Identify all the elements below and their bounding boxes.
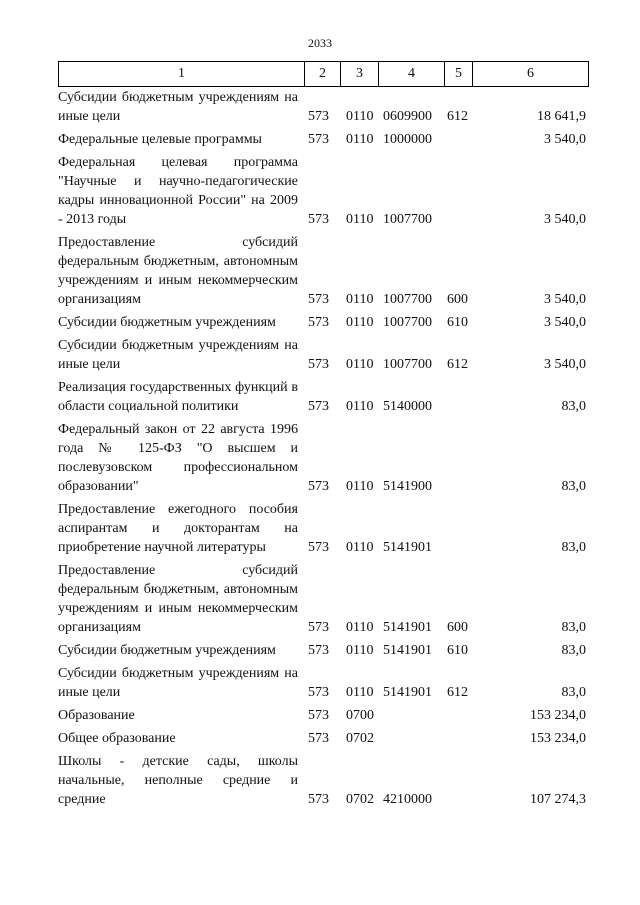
table-row bbox=[58, 153, 588, 229]
ministry-code: 573 bbox=[308, 479, 329, 494]
ministry-code: 573 bbox=[308, 109, 329, 124]
expense-type-code: 612 bbox=[447, 685, 468, 700]
ministry-code: 573 bbox=[308, 292, 329, 307]
amount: 3 540,0 bbox=[544, 292, 586, 307]
column-header-3: 3 bbox=[341, 62, 379, 87]
target-article-code: 1007700 bbox=[383, 292, 432, 307]
expense-type-code: 610 bbox=[447, 315, 468, 330]
row-name: Предоставление ежегодного пособия аспирантам и докторантам на приобретение научной литературы bbox=[58, 502, 298, 555]
ministry-code: 573 bbox=[308, 132, 329, 147]
row-name: Общее образование bbox=[58, 731, 176, 746]
target-article-code: 4210000 bbox=[383, 792, 432, 807]
page-number: 2033 bbox=[308, 36, 332, 50]
row-codes bbox=[58, 107, 588, 126]
row-name: Федеральная целевая программа "Научные и научно-педагогические кадры инновационной России" на 2009 - 2013 годы bbox=[58, 155, 298, 227]
table-row bbox=[58, 336, 588, 374]
ministry-code: 573 bbox=[308, 212, 329, 227]
row-codes bbox=[58, 790, 588, 809]
row-codes bbox=[58, 313, 588, 332]
table-row bbox=[58, 313, 588, 332]
ministry-code: 573 bbox=[308, 540, 329, 555]
section-code: 0110 bbox=[346, 315, 374, 330]
amount: 83,0 bbox=[561, 399, 586, 414]
target-article-code: 5141900 bbox=[383, 479, 432, 494]
expense-type-code: 612 bbox=[447, 357, 468, 372]
table-row bbox=[58, 500, 588, 557]
amount: 18 641,9 bbox=[537, 109, 586, 124]
budget-table-body bbox=[58, 88, 588, 813]
amount: 83,0 bbox=[561, 643, 586, 658]
row-name: Субсидии бюджетным учреждениям на иные цели bbox=[58, 338, 298, 372]
amount: 3 540,0 bbox=[544, 357, 586, 372]
target-article-code: 5141901 bbox=[383, 620, 432, 635]
target-article-code: 1007700 bbox=[383, 212, 432, 227]
section-code: 0110 bbox=[346, 132, 374, 147]
row-codes bbox=[58, 290, 588, 309]
row-name: Образование bbox=[58, 708, 135, 723]
column-header-table bbox=[58, 61, 589, 87]
expense-type-code: 600 bbox=[447, 292, 468, 307]
expense-type-code: 600 bbox=[447, 620, 468, 635]
section-code: 0110 bbox=[346, 479, 374, 494]
target-article-code: 5141901 bbox=[383, 685, 432, 700]
amount: 83,0 bbox=[561, 620, 586, 635]
section-code: 0110 bbox=[346, 685, 374, 700]
column-header-4: 4 bbox=[379, 62, 445, 87]
expense-type-code: 610 bbox=[447, 643, 468, 658]
column-header-5: 5 bbox=[445, 62, 473, 87]
target-article-code: 1000000 bbox=[383, 132, 432, 147]
amount: 107 274,3 bbox=[530, 792, 586, 807]
section-code: 0110 bbox=[346, 292, 374, 307]
section-code: 0110 bbox=[346, 643, 374, 658]
table-row bbox=[58, 233, 588, 309]
table-row bbox=[58, 378, 588, 416]
ministry-code: 573 bbox=[308, 357, 329, 372]
row-name: Федеральные целевые программы bbox=[58, 132, 262, 147]
section-code: 0110 bbox=[346, 212, 374, 227]
section-code: 0702 bbox=[346, 731, 374, 746]
column-header-row bbox=[59, 62, 589, 87]
target-article-code: 5141901 bbox=[383, 643, 432, 658]
row-codes bbox=[58, 641, 588, 660]
table-row bbox=[58, 420, 588, 496]
table-row bbox=[58, 641, 588, 660]
amount: 3 540,0 bbox=[544, 132, 586, 147]
row-name: Федеральный закон от 22 августа 1996 года № 125-ФЗ "О высшем и послевузовском профессиональном образовании" bbox=[58, 422, 298, 494]
table-row bbox=[58, 664, 588, 702]
ministry-code: 573 bbox=[308, 399, 329, 414]
column-header-1: 1 bbox=[59, 62, 305, 87]
table-row bbox=[58, 706, 588, 725]
amount: 3 540,0 bbox=[544, 212, 586, 227]
target-article-code: 0609900 bbox=[383, 109, 432, 124]
section-code: 0700 bbox=[346, 708, 374, 723]
target-article-code: 5140000 bbox=[383, 399, 432, 414]
amount: 153 234,0 bbox=[530, 708, 586, 723]
ministry-code: 573 bbox=[308, 685, 329, 700]
target-article-code: 5141901 bbox=[383, 540, 432, 555]
amount: 3 540,0 bbox=[544, 315, 586, 330]
row-name: Реализация государственных функций в области социальной политики bbox=[58, 380, 298, 414]
row-codes bbox=[58, 683, 588, 702]
row-name: Субсидии бюджетным учреждениям bbox=[58, 643, 276, 658]
table-row bbox=[58, 88, 588, 126]
amount: 83,0 bbox=[561, 479, 586, 494]
ministry-code: 573 bbox=[308, 643, 329, 658]
target-article-code: 1007700 bbox=[383, 357, 432, 372]
row-codes bbox=[58, 397, 588, 416]
ministry-code: 573 bbox=[308, 731, 329, 746]
section-code: 0110 bbox=[346, 357, 374, 372]
table-row bbox=[58, 561, 588, 637]
section-code: 0110 bbox=[346, 399, 374, 414]
target-article-code: 1007700 bbox=[383, 315, 432, 330]
section-code: 0110 bbox=[346, 109, 374, 124]
amount: 83,0 bbox=[561, 685, 586, 700]
row-codes bbox=[58, 538, 588, 557]
row-name: Субсидии бюджетным учреждениям bbox=[58, 315, 276, 330]
row-codes bbox=[58, 618, 588, 637]
ministry-code: 573 bbox=[308, 708, 329, 723]
amount: 83,0 bbox=[561, 540, 586, 555]
table-row bbox=[58, 752, 588, 809]
row-name: Субсидии бюджетным учреждениям на иные цели bbox=[58, 90, 298, 124]
section-code: 0110 bbox=[346, 620, 374, 635]
row-name: Предоставление субсидий федеральным бюджетным, автономным учреждениям и иным некоммерческим организациям bbox=[58, 235, 298, 307]
section-code: 0702 bbox=[346, 792, 374, 807]
row-codes bbox=[58, 210, 588, 229]
section-code: 0110 bbox=[346, 540, 374, 555]
column-header-2: 2 bbox=[305, 62, 341, 87]
amount: 153 234,0 bbox=[530, 731, 586, 746]
ministry-code: 573 bbox=[308, 620, 329, 635]
row-codes bbox=[58, 729, 588, 748]
row-codes bbox=[58, 477, 588, 496]
column-header-6: 6 bbox=[473, 62, 589, 87]
row-name: Предоставление субсидий федеральным бюджетным, автономным учреждениям и иным некоммерческим организациям bbox=[58, 563, 298, 635]
row-codes bbox=[58, 355, 588, 374]
row-name: Школы - детские сады, школы начальные, неполные средние и средние bbox=[58, 754, 298, 807]
row-codes bbox=[58, 130, 588, 149]
row-name: Субсидии бюджетным учреждениям на иные цели bbox=[58, 666, 298, 700]
row-codes bbox=[58, 706, 588, 725]
ministry-code: 573 bbox=[308, 315, 329, 330]
expense-type-code: 612 bbox=[447, 109, 468, 124]
ministry-code: 573 bbox=[308, 792, 329, 807]
table-row bbox=[58, 130, 588, 149]
table-row bbox=[58, 729, 588, 748]
